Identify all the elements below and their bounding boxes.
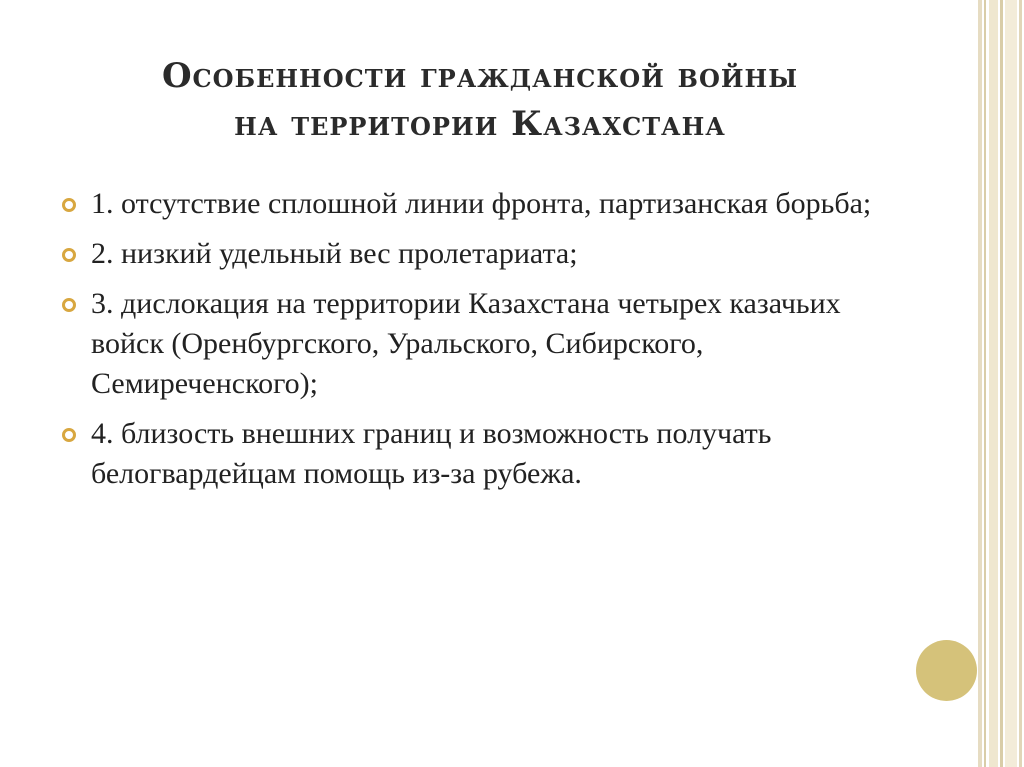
circle-bullet-icon [62, 248, 76, 262]
bullet-list [62, 184, 882, 504]
list-item [62, 234, 882, 274]
list-item-text: 1. отсутствие сплошной линии фронта, партизанская борьба; [91, 187, 872, 220]
list-item-text: 4. близость внешних границ и возможность получать белогвардейцам помощь из-за рубежа. [91, 417, 772, 490]
decorative-stripes [978, 0, 1024, 767]
stripe [984, 0, 986, 767]
list-item-text: 3. дислокация на территории Казахстана четырех казачьих войск (Оренбургского, Уральского, Сибирского, Семиреченского); [91, 287, 841, 400]
stripe [1000, 0, 1003, 767]
stripe [1005, 0, 1017, 767]
circle-bullet-icon [62, 298, 76, 312]
gold-circle-decoration-icon [916, 640, 977, 701]
circle-bullet-icon [62, 428, 76, 442]
circle-bullet-icon [62, 198, 76, 212]
stripe [1019, 0, 1022, 767]
stripe [989, 0, 998, 767]
list-item [62, 414, 882, 494]
list-item [62, 184, 882, 224]
title-line-1: Особенности гражданской войны [161, 56, 799, 96]
list-item [62, 284, 882, 404]
list-item-text: 2. низкий удельный вес пролетариата; [91, 237, 578, 270]
stripe [978, 0, 982, 767]
title-line-2: на территории Казахстана [234, 104, 726, 144]
slide-title [40, 52, 920, 148]
